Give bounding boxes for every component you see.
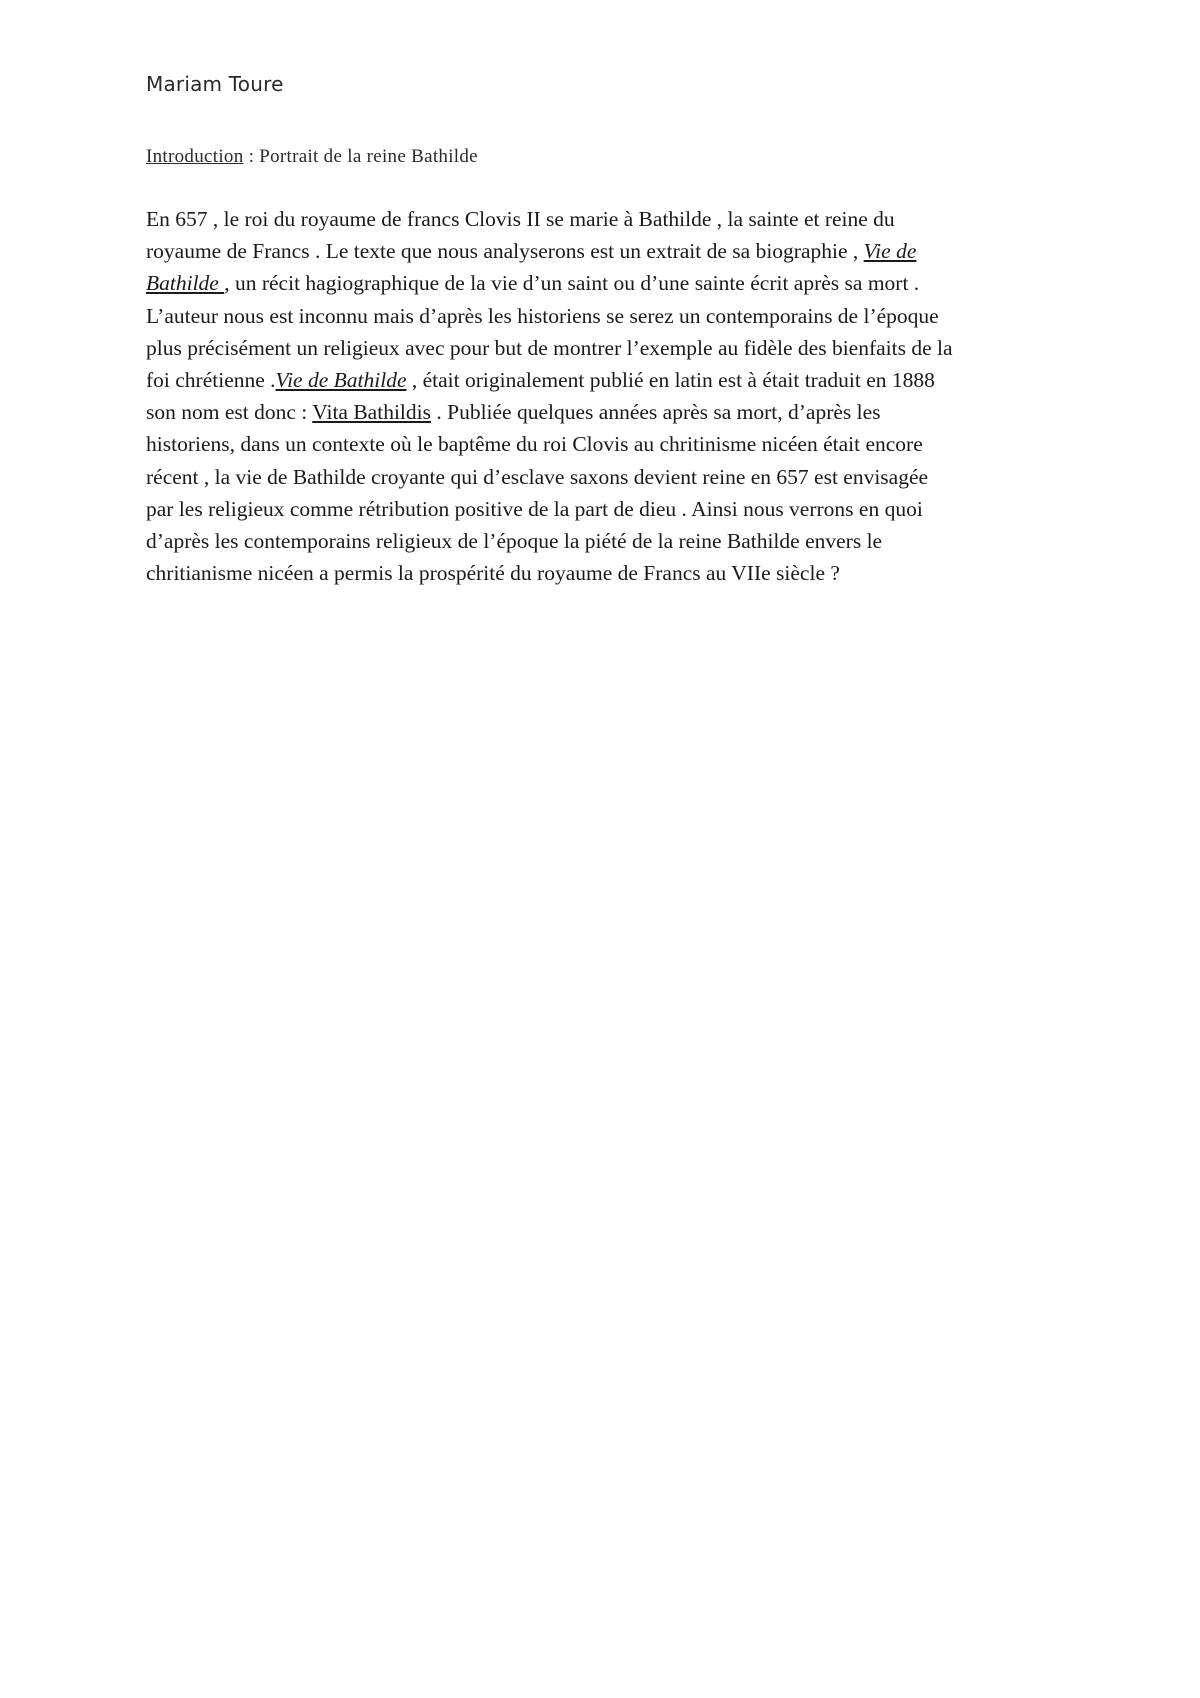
paragraph-line: chritianisme nicéen a permis la prospérité du royaume de Francs au VIIe siècle ? [146, 561, 840, 586]
paragraph-line: par les religieux comme rétribution positive de la part de dieu . Ainsi nous verrons en quoi [146, 496, 923, 521]
paragraph-text: . Publiée quelques années après sa mort, d’après les [430, 400, 881, 425]
paragraph-text: , était originalement publié en latin est à était traduit en 1888 [406, 368, 935, 393]
paragraph-line: d’après les contemporains religieux de l’époque la piété de la reine Bathilde envers le [146, 529, 883, 554]
paragraph-text: son nom est donc : [146, 400, 313, 425]
heading-label: Introduction [146, 146, 244, 167]
heading-separator: : [243, 146, 260, 167]
paragraph-line [146, 396, 1066, 428]
section-heading [146, 146, 478, 168]
latin-title-reference: Vita Bathildis [312, 400, 431, 425]
paragraph-line [146, 267, 1066, 299]
paragraph-line [146, 235, 1066, 267]
book-title-reference: Vie de Bathilde [275, 368, 407, 393]
heading-title: Portrait de la reine Bathilde [259, 146, 478, 167]
paragraph-line: L’auteur nous est inconnu mais d’après les historiens se serez un contemporains de l’époque [146, 303, 939, 328]
paragraph-text: royaume de Francs . Le texte que nous analyserons est un extrait de sa biographie , [146, 239, 864, 264]
paragraph-line [146, 364, 1066, 396]
book-title-reference: Vie de [863, 239, 917, 264]
paragraph-line: récent , la vie de Bathilde croyante qui d’esclave saxons devient reine en 657 est envisagée [146, 464, 929, 489]
author-name: Mariam Toure [146, 72, 284, 96]
paragraph-line: historiens, dans un contexte où le baptême du roi Clovis au chritinisme nicéen était encore [146, 432, 923, 457]
paragraph-text: , un récit hagiographique de la vie d’un saint ou d’une sainte écrit après sa mort . [224, 271, 920, 296]
paragraph-line: En 657 , le roi du royaume de francs Clovis II se marie à Bathilde , la sainte et reine du [146, 207, 895, 231]
book-title-reference: Bathilde [146, 271, 225, 296]
introduction-paragraph [146, 203, 1066, 589]
paragraph-line: plus précisément un religieux avec pour but de montrer l’exemple au fidèle des bienfaits de la [146, 335, 953, 360]
paragraph-text: foi chrétienne . [146, 368, 276, 393]
